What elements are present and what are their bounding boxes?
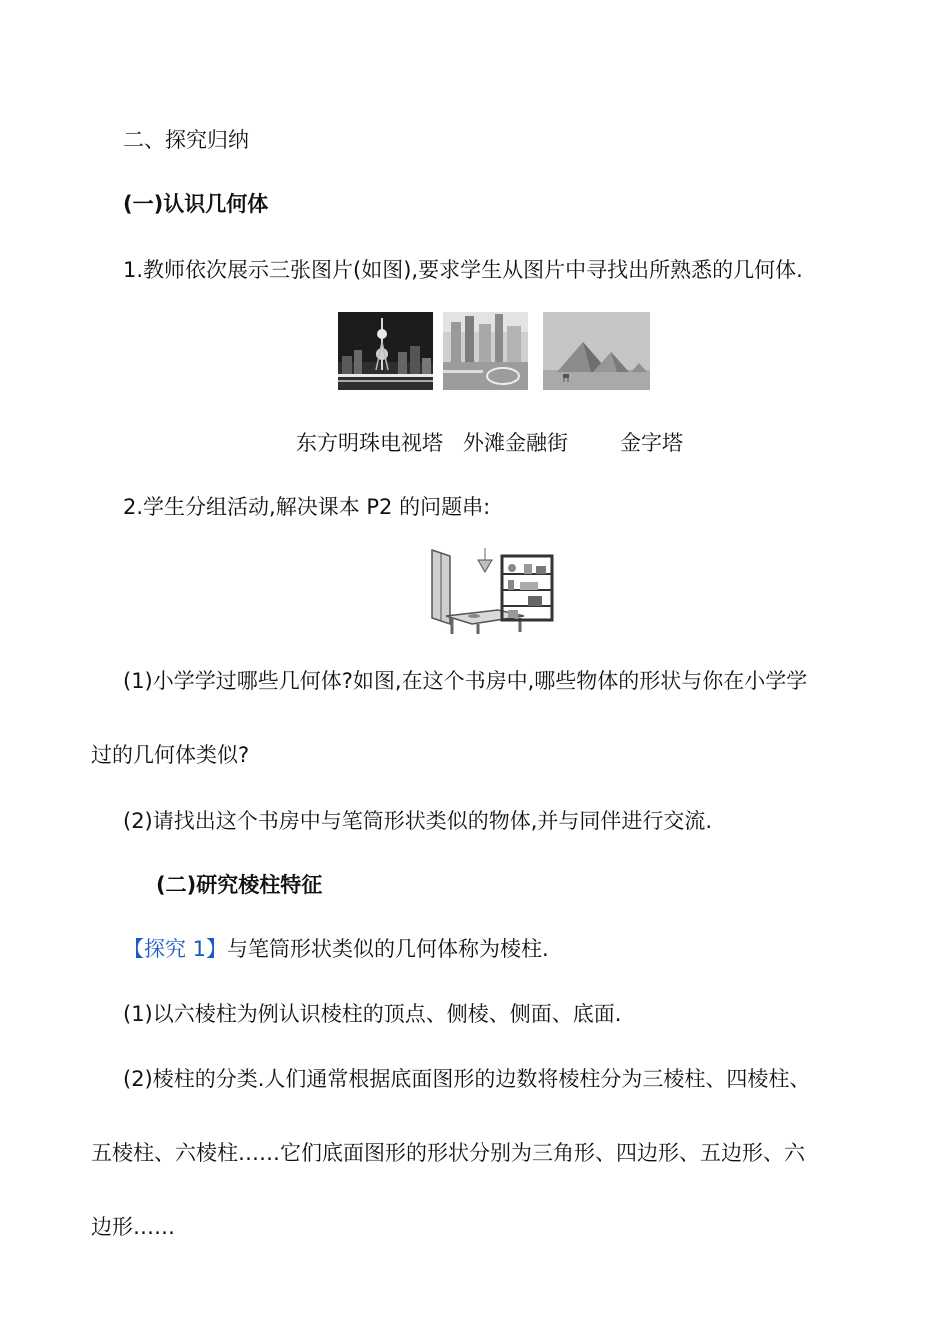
caption-oriental-pearl-tower: 东方明珠电视塔 [296, 431, 443, 455]
caption-bund-financial-street: 外滩金融街 [463, 431, 568, 455]
explore-1-tag: 【探究 1】 [123, 937, 228, 961]
bund-financial-street-photo [443, 312, 528, 390]
pyramids-photo [543, 312, 650, 390]
question-1-line-1: (1)小学学过哪些几何体?如图,在这个书房中,哪些物体的形状与你在小学学 [123, 669, 808, 693]
study-room-illustration [428, 546, 558, 636]
paragraph-item-1: 1.教师依次展示三张图片(如图),要求学生从图片中寻找出所熟悉的几何体. [123, 258, 803, 282]
explore-1-text: 与笔筒形状类似的几何体称为棱柱. [227, 937, 549, 961]
question-1-line-2: 过的几何体类似? [91, 743, 250, 767]
section-heading: 二、探究归纳 [123, 128, 249, 152]
caption-pyramids: 金字塔 [620, 431, 683, 455]
paragraph-prism-parts: (1)以六棱柱为例认识棱柱的顶点、侧棱、侧面、底面. [123, 1002, 622, 1026]
explore-1-paragraph [123, 934, 549, 964]
paragraph-prism-classification-line-2: 五棱柱、六棱柱……它们底面图形的形状分别为三角形、四边形、五边形、六 [91, 1141, 805, 1165]
paragraph-prism-classification-line-1: (2)棱柱的分类.人们通常根据底面图形的边数将棱柱分为三棱柱、四棱柱、 [123, 1067, 811, 1091]
paragraph-item-2: 2.学生分组活动,解决课本 P2 的问题串: [123, 495, 491, 519]
subsection-heading-2: (二)研究棱柱特征 [156, 873, 323, 897]
question-2: (2)请找出这个书房中与笔筒形状类似的物体,并与同伴进行交流. [123, 809, 713, 833]
subsection-heading-1: (一)认识几何体 [123, 192, 269, 216]
paragraph-prism-classification-line-3: 边形…… [91, 1215, 175, 1239]
oriental-pearl-tower-photo [338, 312, 433, 390]
